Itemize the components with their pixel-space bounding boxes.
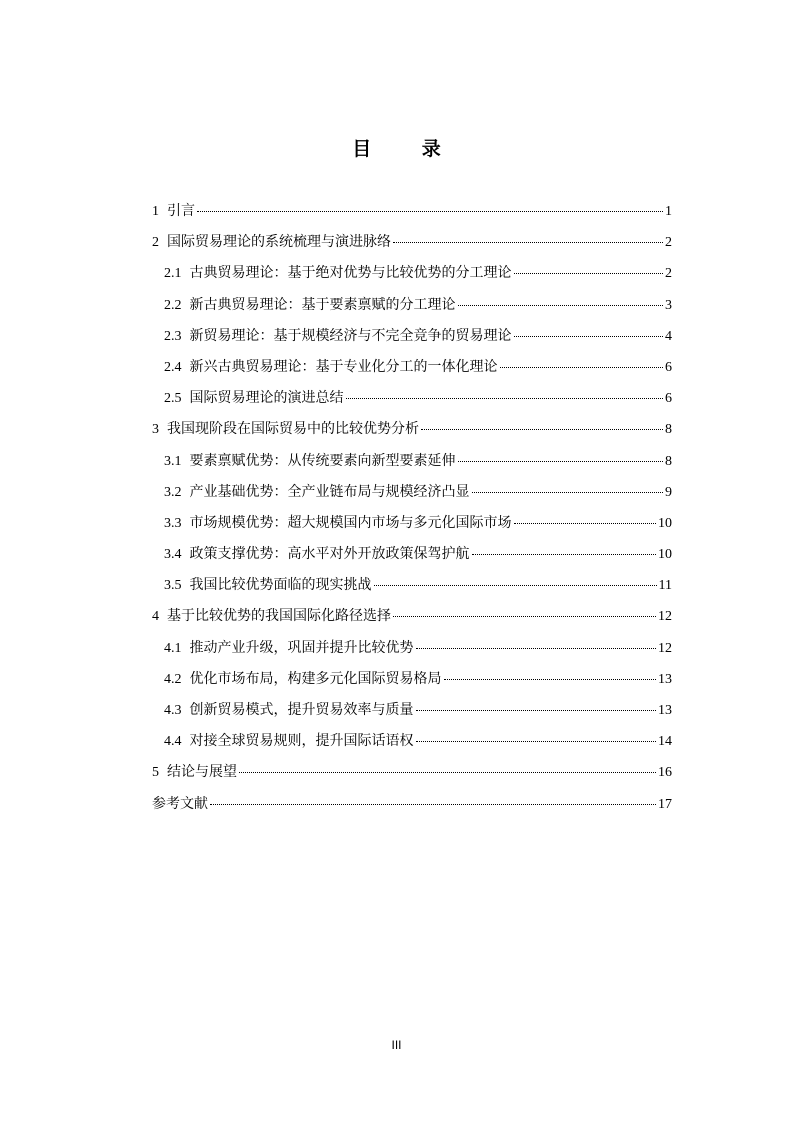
- toc-entry[interactable]: [152, 414, 672, 445]
- toc-entry[interactable]: [152, 601, 672, 632]
- toc-entry-page: 12: [658, 609, 672, 625]
- toc-entry[interactable]: [152, 446, 672, 477]
- toc-entry-number: 2.2: [164, 297, 182, 313]
- toc-entry-label: 新古典贸易理论：基于要素禀赋的分工理论: [189, 296, 456, 313]
- toc-entry[interactable]: [152, 695, 672, 726]
- toc-entry[interactable]: [152, 477, 672, 508]
- dot-leader: [416, 710, 657, 711]
- page-number-footer: III: [391, 1038, 402, 1052]
- toc-entry-page: 17: [658, 796, 672, 812]
- toc-entry-page: 14: [658, 734, 672, 750]
- toc-entry-page: 2: [665, 235, 672, 251]
- toc-entry[interactable]: [152, 383, 672, 414]
- dot-leader: [458, 461, 664, 462]
- toc-entry[interactable]: [152, 196, 672, 227]
- toc-entry-page: 6: [665, 391, 672, 407]
- toc-entry-label: 新贸易理论：基于规模经济与不完全竞争的贸易理论: [189, 327, 512, 344]
- dot-leader: [416, 741, 657, 742]
- toc-entry-page: 9: [665, 484, 672, 500]
- dot-leader: [458, 305, 664, 306]
- dot-leader: [514, 523, 657, 524]
- toc-entry[interactable]: [152, 757, 672, 788]
- toc-entry-page: 12: [658, 640, 672, 656]
- toc-entry-label: 国际贸易理论的系统梳理与演进脉络: [167, 234, 391, 251]
- toc-entry-page: 13: [658, 703, 672, 718]
- toc-entry-label: 政策支撑优势：高水平对外开放政策保驾护航: [189, 546, 470, 563]
- dot-leader: [393, 616, 656, 617]
- table-of-contents: [152, 196, 672, 820]
- toc-entry[interactable]: [152, 321, 672, 352]
- toc-entry[interactable]: [152, 633, 672, 664]
- toc-entry-label: 推动产业升级，巩固并提升比较优势: [189, 639, 414, 656]
- toc-entry-number: 3.3: [164, 515, 182, 531]
- toc-entry-number: 4: [152, 609, 159, 625]
- toc-entry[interactable]: [152, 539, 672, 570]
- toc-entry[interactable]: [152, 789, 672, 820]
- toc-entry-label: 国际贸易理论的演进总结: [189, 390, 344, 407]
- toc-entry[interactable]: [152, 290, 672, 321]
- toc-entry-label: 结论与展望: [167, 764, 237, 781]
- dot-leader: [514, 336, 664, 337]
- toc-entry-page: 16: [658, 765, 672, 781]
- toc-entry-label: 我国比较优势面临的现实挑战: [189, 577, 372, 594]
- dot-leader: [500, 367, 664, 368]
- dot-leader: [239, 772, 656, 773]
- toc-entry-page: 3: [665, 297, 672, 313]
- toc-entry-page: 8: [665, 422, 672, 438]
- toc-entry-label: 创新贸易模式，提升贸易效率与质量: [189, 702, 414, 718]
- dot-leader: [374, 585, 657, 586]
- toc-entry-page: 6: [665, 359, 672, 375]
- toc-entry[interactable]: [152, 726, 672, 757]
- toc-entry-number: 3.2: [164, 484, 182, 500]
- toc-entry-number: 4.2: [164, 671, 182, 687]
- dot-leader: [346, 398, 664, 399]
- dot-leader: [472, 492, 664, 493]
- toc-entry[interactable]: [152, 508, 672, 539]
- dot-leader: [444, 679, 657, 680]
- dot-leader: [472, 554, 657, 555]
- toc-entry-label: 优化市场布局，构建多元化国际贸易格局: [189, 670, 442, 687]
- dot-leader: [514, 273, 664, 274]
- toc-entry[interactable]: [152, 227, 672, 258]
- toc-entry-page: 8: [665, 453, 672, 469]
- toc-entry-number: 2: [152, 235, 159, 251]
- toc-entry-page: 11: [658, 578, 672, 594]
- toc-entry-number: 4.4: [164, 734, 182, 750]
- toc-entry-number: 3.5: [164, 578, 182, 594]
- dot-leader: [421, 429, 663, 430]
- toc-title: 目 录: [352, 138, 463, 160]
- dot-leader: [197, 211, 663, 212]
- toc-entry-label: 参考文献: [152, 795, 208, 812]
- toc-entry-number: 2.1: [164, 266, 182, 282]
- toc-entry-label: 基于比较优势的我国国际化路径选择: [167, 608, 391, 625]
- toc-entry-page: 4: [665, 328, 672, 344]
- toc-entry-label: 要素禀赋优势：从传统要素向新型要素延伸: [189, 452, 456, 469]
- toc-entry-page: 2: [665, 266, 672, 282]
- toc-entry-page: 13: [658, 671, 672, 687]
- toc-entry-page: 1: [665, 204, 672, 219]
- dot-leader: [416, 648, 657, 649]
- toc-entry-label: 对接全球贸易规则，提升国际话语权: [189, 733, 414, 750]
- toc-entry-number: 3.4: [164, 547, 182, 563]
- toc-entry[interactable]: [152, 664, 672, 695]
- toc-entry-page: 10: [658, 547, 672, 563]
- toc-entry-label: 引言: [167, 203, 195, 219]
- toc-entry[interactable]: [152, 258, 672, 289]
- toc-entry[interactable]: [152, 352, 672, 383]
- toc-entry-number: 2.4: [164, 359, 182, 375]
- toc-entry-number: 4.3: [164, 703, 182, 718]
- dot-leader: [210, 804, 656, 805]
- toc-entry-number: 2.3: [164, 328, 182, 344]
- toc-entry-label: 产业基础优势：全产业链布局与规模经济凸显: [189, 483, 470, 500]
- toc-entry-page: 10: [658, 515, 672, 531]
- toc-entry-number: 3.1: [164, 453, 182, 469]
- toc-entry-label: 我国现阶段在国际贸易中的比较优势分析: [167, 421, 419, 438]
- toc-entry-label: 新兴古典贸易理论：基于专业化分工的一体化理论: [189, 358, 498, 375]
- dot-leader: [393, 242, 663, 243]
- toc-entry-number: 3: [152, 422, 159, 438]
- toc-entry-number: 4.1: [164, 640, 182, 656]
- toc-entry-label: 古典贸易理论：基于绝对优势与比较优势的分工理论: [189, 265, 512, 282]
- toc-entry-number: 2.5: [164, 391, 182, 407]
- toc-entry-number: 5: [152, 765, 159, 781]
- toc-entry-label: 市场规模优势：超大规模国内市场与多元化国际市场: [189, 514, 512, 531]
- toc-entry-number: 1: [152, 204, 159, 219]
- toc-entry[interactable]: [152, 570, 672, 601]
